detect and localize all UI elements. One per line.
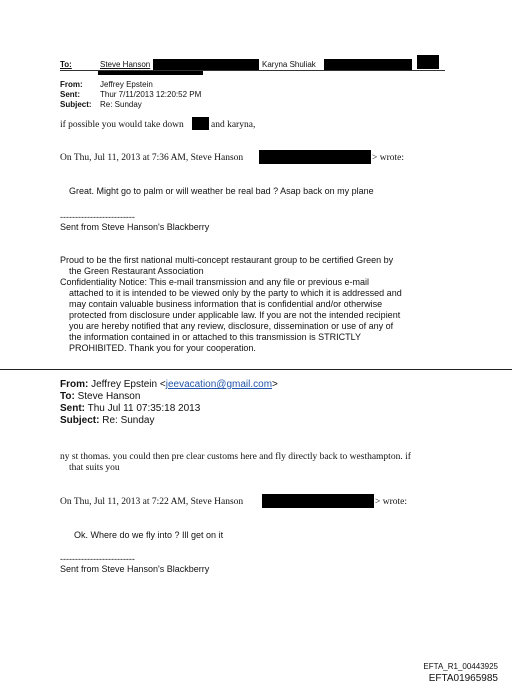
from-name: Jeffrey Epstein (91, 379, 158, 390)
quoted-reply: Great. Might go to palm or will weather be real bad ? Asap back on my plane (69, 186, 374, 196)
quote-header: On Thu, Jul 11, 2013 at 7:22 AM, Steve Hanson (60, 497, 244, 507)
message-line: ny st thomas. you could then pre clear customs here and fly directly back to westhampton. if (60, 452, 411, 462)
notice-line: the information contained in or attached to this transmission is STRICTLY (69, 332, 361, 342)
message-line (60, 120, 184, 130)
signature-separator: ------------------------- (60, 554, 135, 564)
notice-line: may contain valuable business information that is confidential and/or otherwise (69, 299, 383, 309)
redaction-bar (324, 59, 412, 70)
message-text: if possible you would take down (60, 120, 184, 130)
from-email-close: > (272, 379, 278, 390)
signature: Sent from Steve Hanson's Blackberry (60, 564, 210, 574)
redaction-bar (259, 150, 371, 164)
notice-line: PROHIBITED. Thank you for your cooperation. (69, 343, 256, 353)
message-line: that suits you (69, 463, 120, 473)
signature: Sent from Steve Hanson's Blackberry (60, 222, 210, 232)
to-row-1 (60, 60, 150, 70)
quote-header: On Thu, Jul 11, 2013 at 7:36 AM, Steve Hanson (60, 153, 244, 163)
to-row-2 (60, 391, 140, 403)
bates-number-2: EFTA01965985 (428, 673, 498, 684)
subject-label: Subject: (60, 415, 100, 426)
subject-value: Re: Sunday (102, 415, 155, 426)
header-divider (60, 70, 445, 71)
from-label: From: (60, 379, 89, 390)
confidentiality-notice (60, 255, 460, 354)
subject-row-2 (60, 415, 155, 427)
quote-header-wrote: > wrote: (372, 153, 405, 163)
to-label: To: (60, 60, 72, 69)
subject-value: Re: Sunday (100, 100, 142, 109)
redaction-bar (153, 59, 259, 70)
sent-value: Thu Jul 11 07:35:18 2013 (87, 403, 201, 414)
notice-line: protected from disclosure under applicable law. If you are not the intended recipient (69, 310, 401, 320)
to-name-steve: Steve Hanson (100, 60, 151, 69)
sent-row-1 (60, 90, 201, 100)
notice-line: you are hereby notified that any review, disclosure, dissemination or use of any of (69, 321, 394, 331)
sent-label: Sent: (60, 90, 80, 99)
sent-row-2 (60, 403, 200, 415)
quote-header-wrote: > wrote: (375, 497, 408, 507)
notice-line: attached to it is intended to be viewed only by the party to which it is addressed and (69, 288, 402, 298)
from-row-2 (60, 379, 278, 391)
bates-number-1: EFTA_R1_00443925 (423, 662, 498, 671)
redaction-bar (417, 55, 439, 69)
to-value: Steve Hanson (77, 391, 141, 402)
notice-line: Proud to be the first national multi-concept restaurant group to be certified Green by (60, 255, 394, 265)
from-value: Jeffrey Epstein (100, 80, 153, 89)
signature-separator: ------------------------- (60, 212, 135, 222)
notice-line: the Green Restaurant Association (69, 266, 204, 276)
message-divider (0, 369, 512, 370)
message-text-cont: and karyna, (211, 120, 256, 130)
sent-label: Sent: (60, 403, 85, 414)
redaction-bar (192, 117, 209, 130)
subject-row-1 (60, 100, 142, 110)
to-name-karyna: Karyna Shuliak (262, 60, 316, 69)
redaction-bar (262, 494, 374, 508)
to-label: To: (60, 391, 75, 402)
sent-value: Thur 7/11/2013 12:20:52 PM (100, 90, 202, 99)
subject-label: Subject: (60, 100, 92, 109)
from-email-link[interactable]: jeevacation@gmail.com (165, 379, 273, 390)
quoted-reply: Ok. Where do we fly into ? Ill get on it (74, 530, 224, 540)
from-label: From: (60, 80, 83, 89)
from-row-1 (60, 80, 153, 90)
notice-line: Confidentiality Notice: This e-mail transmission and any file or previous e-mail (60, 277, 369, 287)
from-email-open: < (159, 379, 166, 390)
